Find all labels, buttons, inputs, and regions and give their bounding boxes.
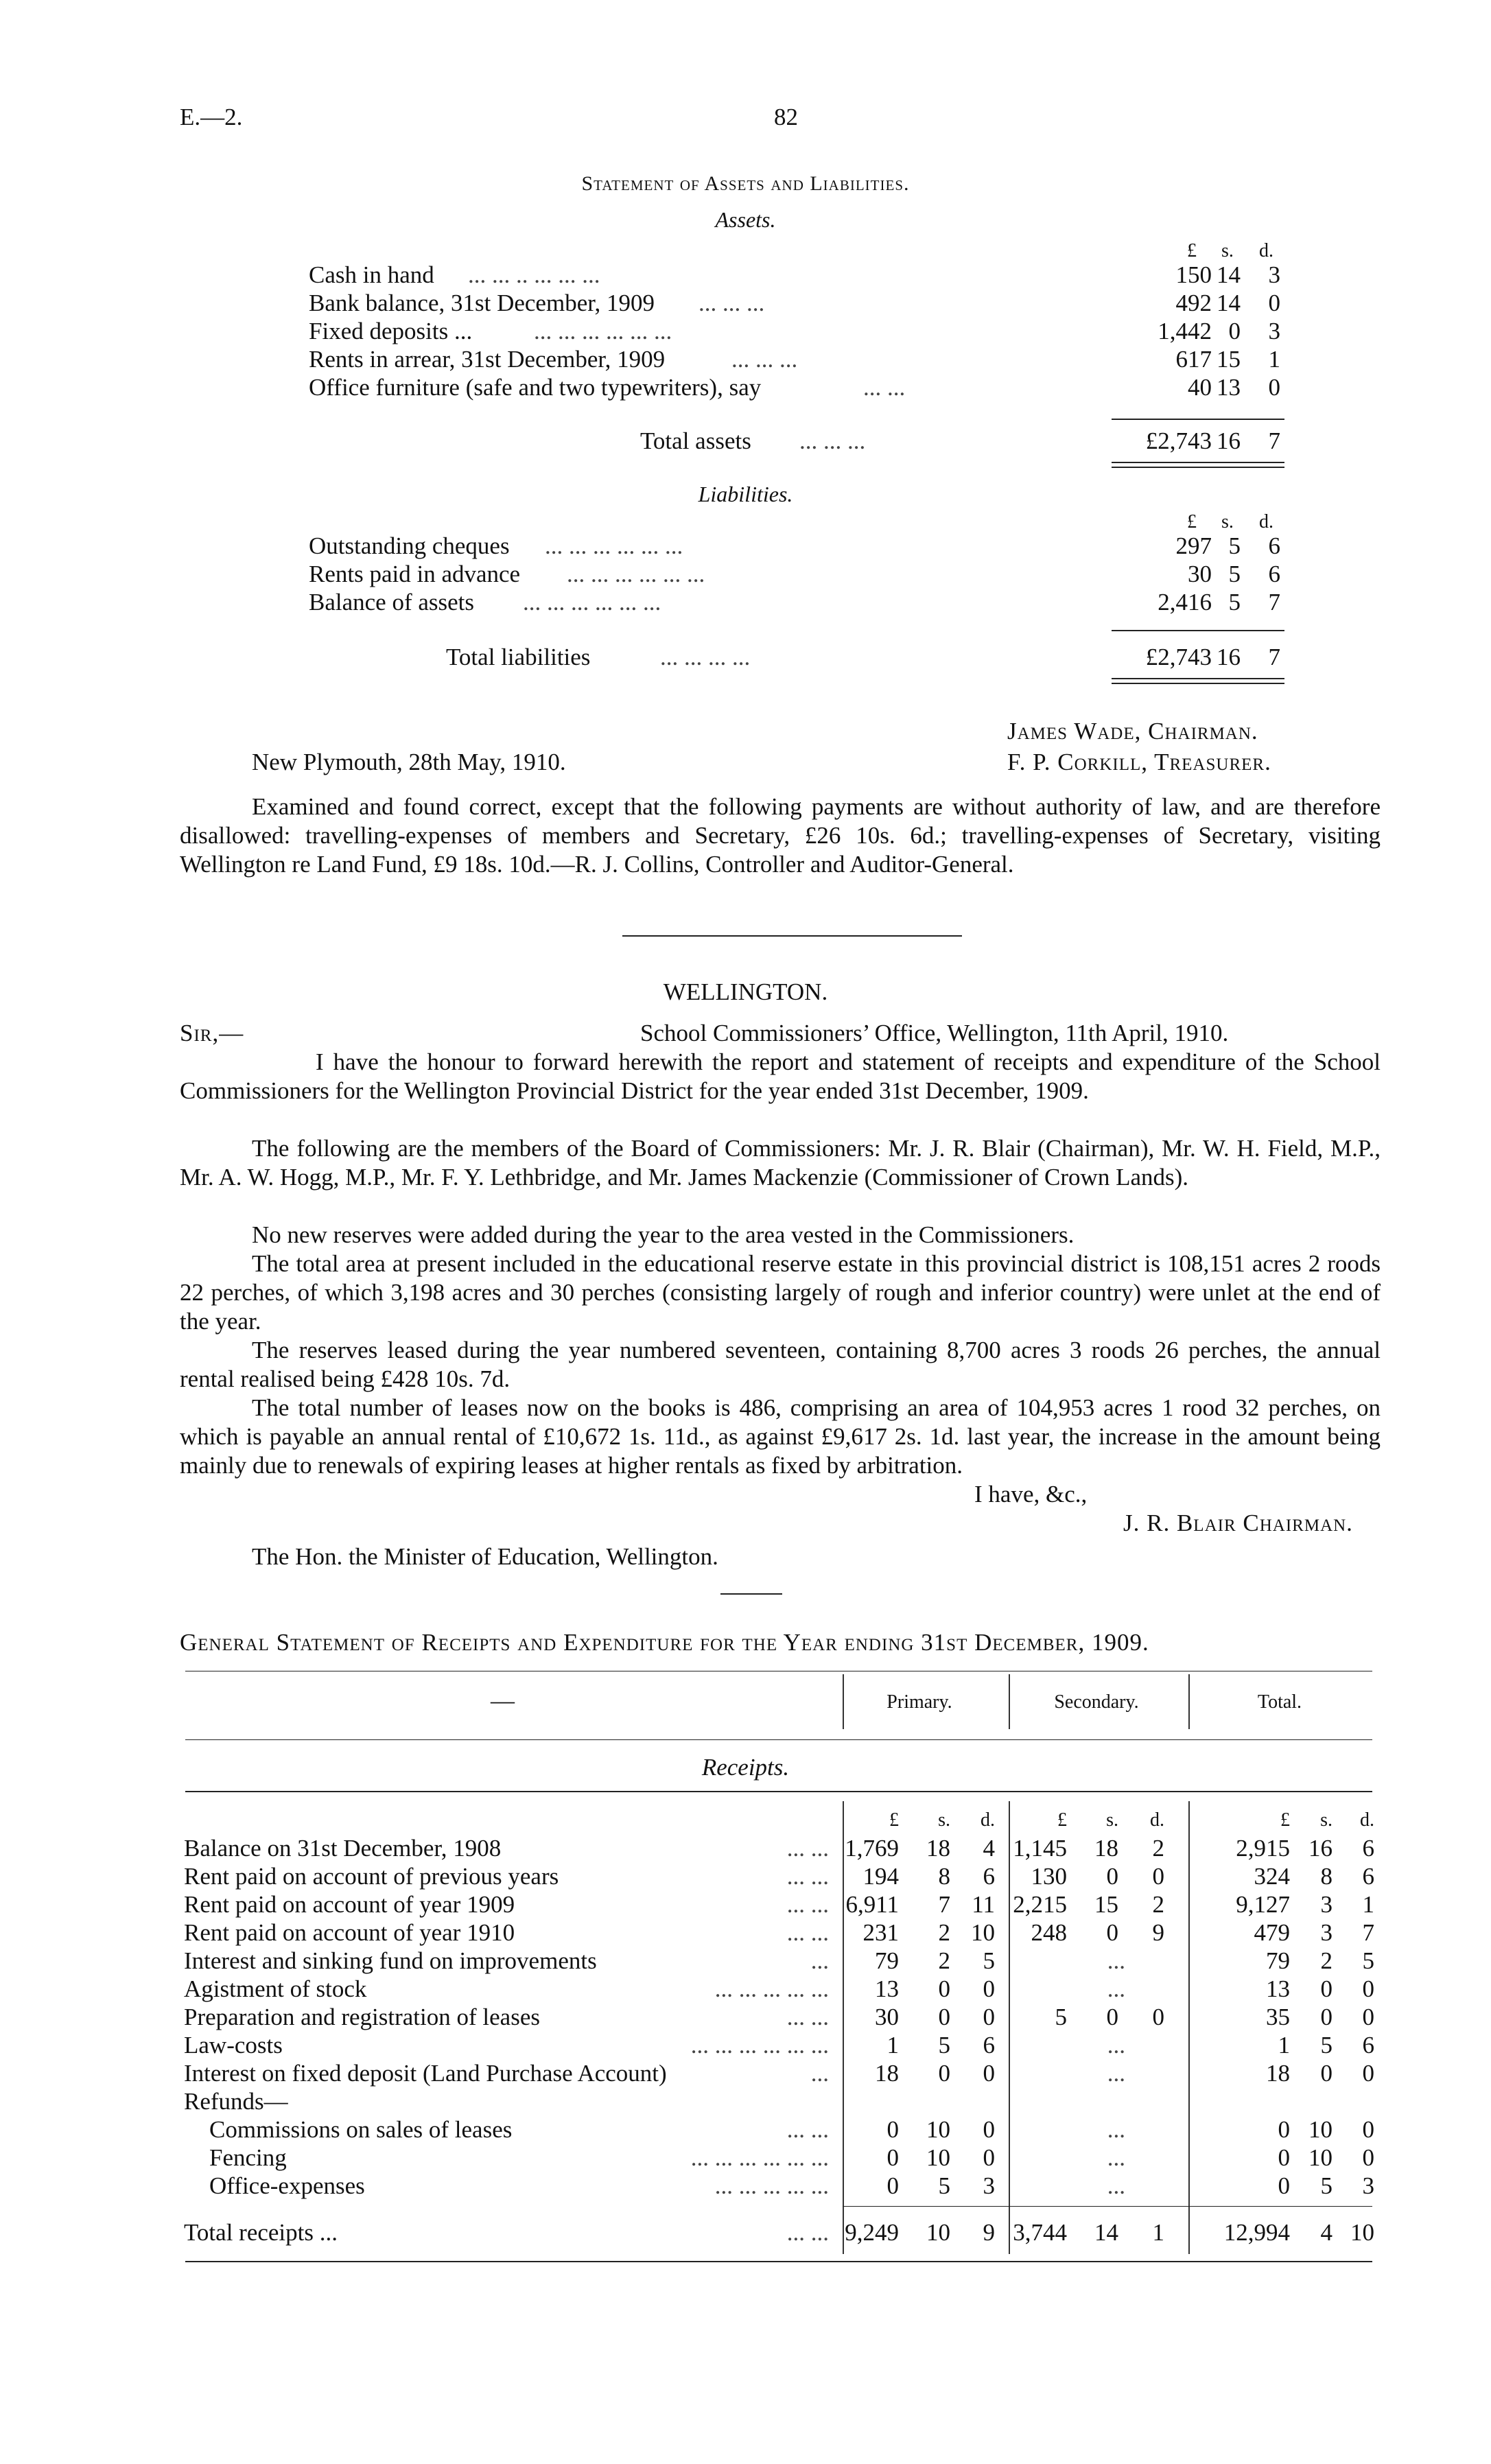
amount-pounds: 150 — [1175, 261, 1212, 288]
row-label: Outstanding cheques — [309, 532, 510, 559]
row-label: Balance of assets — [309, 589, 475, 615]
amount-cell: 130 — [1031, 1863, 1067, 1890]
amount-cell: 0 — [983, 2116, 995, 2143]
amount-pounds: £2,743 — [1145, 427, 1212, 454]
letter-para-4: The total area at present included in the educational reserve estate in this provincial district is 108,151 acres 2 roods 22 perches, of which 3,198 acres and 30 perches (consisting largely of rough and inferior country) were unlet at the end of the year. — [180, 1250, 1381, 1335]
amount-cell: 2,215 — [1013, 1891, 1067, 1918]
amount-cell: 12,994 — [1223, 2219, 1290, 2246]
amount-cell: 6,911 — [845, 1891, 899, 1918]
amount-cell: 248 — [1031, 1919, 1067, 1946]
amount-pence: 1 — [1268, 346, 1280, 373]
amount-cell: 2 — [1152, 1835, 1164, 1862]
receipts-row — [0, 1947, 1491, 1975]
row-dots: ... ... ... ... ... ... — [567, 561, 705, 587]
row-label: Commissions on sales of leases — [209, 2116, 513, 2143]
amount-pence: 7 — [1268, 589, 1280, 615]
row-label: Preparation and registration of leases — [184, 2004, 540, 2030]
row-label: Total receipts ... — [184, 2219, 338, 2246]
amount-cell: 0 — [1152, 2004, 1164, 2030]
amount-cell: 0 — [983, 2144, 995, 2171]
receipts-total — [0, 2218, 1491, 2246]
section-divider-2 — [720, 1593, 782, 1595]
amount-cell: 5 — [1320, 2032, 1332, 2058]
page-ref: E.—2. — [180, 104, 243, 130]
amount-shillings: 5 — [1228, 532, 1241, 559]
amount-cell: 4 — [1320, 2219, 1332, 2246]
receipts-heading: Receipts. — [701, 1754, 790, 1781]
row-dots: ... ... — [786, 1919, 829, 1946]
row-label: Rent paid on account of year 1909 — [184, 1891, 515, 1918]
amount-shillings: 5 — [1228, 561, 1241, 587]
signature-treasurer: F. P. Corkill, Treasurer. — [1007, 749, 1271, 775]
amount-cell: 5 — [938, 2172, 950, 2199]
amount-cell: 8 — [1320, 1863, 1332, 1890]
amount-cell: 1 — [1278, 2032, 1290, 2058]
amount-cell: 0 — [1106, 1919, 1118, 1946]
amount-cell: ... — [1107, 2172, 1125, 2199]
lsd-head: s. — [1106, 1809, 1118, 1831]
table-bottom-rule — [185, 2261, 1372, 2262]
assets-total-rule-1 — [1112, 462, 1284, 463]
amount-cell: 1,145 — [1013, 1835, 1067, 1862]
lsd-head: s. — [1320, 1809, 1332, 1831]
amount-cell: 10 — [926, 2219, 950, 2246]
receipts-row — [0, 1890, 1491, 1919]
receipts-row — [0, 2144, 1491, 2172]
amount-cell: 2 — [938, 1919, 950, 1946]
liab-total-rule-1 — [1112, 678, 1284, 679]
amount-shillings: 16 — [1217, 427, 1241, 454]
amount-shillings: 13 — [1217, 374, 1241, 401]
amount-cell: ... — [1107, 1947, 1125, 1974]
place-date: New Plymouth, 28th May, 1910. — [252, 749, 566, 775]
amount-cell: 2 — [1152, 1891, 1164, 1918]
amount-shillings: 0 — [1228, 318, 1241, 344]
amount-cell: 10 — [1308, 2116, 1332, 2143]
lsd-head: d. — [981, 1809, 995, 1831]
lsd-head: £ — [1057, 1809, 1067, 1831]
liab-subtotal-rule — [1112, 630, 1284, 631]
lsd-head: d. — [1150, 1809, 1164, 1831]
amount-cell: 0 — [983, 1975, 995, 2002]
amount-cell: 479 — [1254, 1919, 1290, 1946]
amount-cell: 1 — [887, 2032, 899, 2058]
amount-cell: 13 — [875, 1975, 899, 2002]
amount-cell: ... — [1107, 1975, 1125, 2002]
amount-cell: ... — [1107, 2060, 1125, 2087]
lsd-head: d. — [1360, 1809, 1374, 1831]
amount-cell: 3 — [1320, 1891, 1332, 1918]
col-head-secondary: Secondary. — [1054, 1691, 1139, 1713]
asset-row — [0, 317, 1491, 345]
amount-cell: 10 — [1350, 2219, 1374, 2246]
row-label: Office-expenses — [209, 2172, 365, 2199]
amount-cell: ... — [1107, 2116, 1125, 2143]
row-label: Bank balance, 31st December, 1909 — [309, 290, 655, 316]
audit-note: Examined and found correct, except that the following payments are without authority of law, and are therefore disallowed: travelling-expenses of members and Secretary, £26 10s. 6d.; travelling-expenses of Secretary, visiting Wellington re Land Fund, £9 18s. 10d.—R. J. Collins, Controller and Auditor-General. — [180, 793, 1381, 878]
receipts-row — [0, 2031, 1491, 2059]
liability-row — [0, 560, 1491, 588]
liabilities-heading: Liabilities. — [698, 482, 793, 506]
row-label: Fixed deposits ... — [309, 318, 473, 344]
table-head-rule — [185, 1739, 1372, 1740]
row-dots: ... ... ... ... ... ... — [690, 2032, 829, 2058]
row-dots: ... — [810, 1947, 829, 1974]
amount-pence: 7 — [1268, 427, 1280, 454]
row-label: Balance on 31st December, 1908 — [184, 1835, 502, 1862]
lsd-head: £ — [889, 1809, 899, 1831]
receipts-row — [0, 2115, 1491, 2144]
amount-cell: 0 — [1152, 1863, 1164, 1890]
amount-cell: 15 — [1094, 1891, 1118, 1918]
amount-cell: 1 — [1362, 1891, 1374, 1918]
amount-cell: 9,249 — [845, 2219, 899, 2246]
amount-cell: 6 — [983, 2032, 995, 2058]
row-dots: ... ... ... ... ... ... — [690, 2144, 829, 2171]
amount-pounds: 297 — [1175, 532, 1212, 559]
amount-cell: 6 — [1362, 1835, 1374, 1862]
row-label: Fencing — [209, 2144, 287, 2171]
row-dots: ... ... — [863, 374, 906, 401]
col-pence: d. — [1259, 511, 1273, 532]
row-label: Interest and sinking fund on improvements — [184, 1947, 597, 1974]
amount-cell: 231 — [862, 1919, 899, 1946]
letter-closing: I have, &c., — [974, 1481, 1088, 1507]
row-dots: ... ... ... ... ... ... — [545, 532, 683, 559]
amount-cell: 6 — [1362, 1863, 1374, 1890]
row-label: Agistment of stock — [184, 1975, 367, 2002]
asset-total — [0, 427, 1491, 455]
col-head-total: Total. — [1257, 1691, 1302, 1713]
receipts-row — [0, 1975, 1491, 2003]
amount-cell: 0 — [1278, 2144, 1290, 2171]
signature-chairman: James Wade, Chairman. — [1007, 718, 1258, 744]
amount-cell: 9 — [1152, 1919, 1164, 1946]
receipts-row — [0, 2172, 1491, 2200]
letter-para-2: The following are the members of the Board of Commissioners: Mr. J. R. Blair (Chairman), Mr. W. H. Field, M.P., Mr. A. W. Hogg, M.P., Mr. F. Y. Lethbridge, and Mr. James Mackenzie (Commissioner of Crown Lands). — [180, 1135, 1381, 1190]
receipts-rule — [185, 1791, 1372, 1792]
amount-cell: 0 — [983, 2060, 995, 2087]
amount-shillings: 14 — [1217, 290, 1241, 316]
amount-pounds: 2,416 — [1158, 589, 1212, 615]
col-head-primary: Primary. — [887, 1691, 952, 1713]
asset-row — [0, 261, 1491, 289]
col-pound: £ — [1187, 511, 1197, 532]
amount-cell: 0 — [1278, 2172, 1290, 2199]
amount-cell: 0 — [887, 2172, 899, 2199]
row-label: Law-costs — [184, 2032, 283, 2058]
liab-total-rule-2 — [1112, 683, 1284, 684]
amount-cell: 14 — [1094, 2219, 1118, 2246]
amount-cell: 3,744 — [1013, 2219, 1067, 2246]
statement-title: Statement of Assets and Liabilities. — [581, 172, 910, 195]
amount-cell: 2,915 — [1236, 1835, 1290, 1862]
letter-address: School Commissioners’ Office, Wellington, 11th April, 1910. — [640, 1020, 1229, 1046]
page-number: 82 — [774, 104, 798, 130]
amount-cell: 6 — [983, 1863, 995, 1890]
amount-cell: 0 — [887, 2144, 899, 2171]
amount-cell: 11 — [972, 1891, 995, 1918]
letter-para-5: The reserves leased during the year numbered seventeen, containing 8,700 acres 3 roods 26 perches, the annual rental realised being £428 10s. 7d. — [180, 1337, 1381, 1392]
amount-cell: 0 — [1362, 2116, 1374, 2143]
amount-cell: 5 — [1362, 1947, 1374, 1974]
amount-cell: 18 — [926, 1835, 950, 1862]
row-label: Interest on fixed deposit (Land Purchase Account) — [184, 2060, 667, 2087]
amount-cell: 194 — [862, 1863, 899, 1890]
amount-cell: 0 — [887, 2116, 899, 2143]
amount-cell: 4 — [983, 1835, 995, 1862]
lsd-head: s. — [938, 1809, 950, 1831]
amount-pence: 3 — [1268, 318, 1280, 344]
amount-cell: 0 — [938, 2004, 950, 2030]
amount-cell: 5 — [1320, 2172, 1332, 2199]
row-dots: ... ... ... ... ... — [714, 2172, 829, 2199]
row-dots: ... ... ... — [698, 290, 765, 316]
amount-cell: 0 — [1362, 2144, 1374, 2171]
amount-cell: 0 — [1106, 1863, 1118, 1890]
assets-subtotal-rule — [1112, 419, 1284, 420]
receipts-row — [0, 1862, 1491, 1890]
amount-pence: 3 — [1268, 261, 1280, 288]
row-dots: ... ... — [786, 2116, 829, 2143]
amount-cell: 0 — [1362, 1975, 1374, 2002]
amount-cell: 5 — [983, 1947, 995, 1974]
amount-cell: 10 — [1308, 2144, 1332, 2171]
row-dots: ... ... — [786, 2219, 829, 2246]
row-dots: ... ... .. ... ... ... — [468, 261, 600, 288]
row-dots: ... ... ... ... ... — [714, 1975, 829, 2002]
amount-cell: 0 — [1362, 2004, 1374, 2030]
amount-cell: 10 — [926, 2116, 950, 2143]
amount-cell: 18 — [1094, 1835, 1118, 1862]
row-dots: ... ... — [786, 1891, 829, 1918]
amount-shillings: 15 — [1217, 346, 1241, 373]
amount-cell: 2 — [938, 1947, 950, 1974]
amount-shillings: 16 — [1217, 644, 1241, 670]
row-dots: ... ... ... — [799, 427, 866, 454]
letter-addressee: The Hon. the Minister of Education, Wellington. — [252, 1543, 718, 1570]
amount-cell: 16 — [1308, 1835, 1332, 1862]
row-label: Refunds— — [184, 2088, 288, 2115]
wellington-heading: WELLINGTON. — [663, 978, 828, 1005]
row-label: Total liabilities — [446, 644, 591, 670]
col-head-dash: — — [491, 1687, 515, 1714]
receipts-row — [0, 2059, 1491, 2087]
amount-cell: 30 — [875, 2004, 899, 2030]
lsd-head: £ — [1280, 1809, 1290, 1831]
amount-cell: 0 — [1320, 1975, 1332, 2002]
row-label: Total assets — [640, 427, 751, 454]
amount-pence: 6 — [1268, 561, 1280, 587]
amount-cell: 18 — [875, 2060, 899, 2087]
liability-row — [0, 588, 1491, 616]
amount-cell: 324 — [1254, 1863, 1290, 1890]
amount-pounds: 617 — [1175, 346, 1212, 373]
amount-shillings: 5 — [1228, 589, 1241, 615]
amount-cell: 13 — [1266, 1975, 1290, 2002]
amount-cell: 3 — [1320, 1919, 1332, 1946]
assets-total-rule-2 — [1112, 467, 1284, 468]
receipts-row — [0, 2087, 1491, 2115]
head-divider-1 — [843, 1674, 844, 1729]
row-dots: ... ... — [786, 2004, 829, 2030]
row-dots: ... ... ... — [731, 346, 798, 373]
amount-cell: 7 — [1362, 1919, 1374, 1946]
amount-pounds: 492 — [1175, 290, 1212, 316]
letter-para-6: The total number of leases now on the books is 486, comprising an area of 104,953 acres 1 rood 32 perches, on which is payable an annual rental of £10,672 1s. 11d., as against £9,617 2s. 1d. last year, the increase in the amount being mainly due to renewals of expiring leases at higher rentals as fixed by arbitration. — [180, 1394, 1381, 1479]
amount-cell: 79 — [1266, 1947, 1290, 1974]
amount-cell: ... — [1107, 2032, 1125, 2058]
amount-cell: 9 — [983, 2219, 995, 2246]
col-shilling: s. — [1221, 511, 1234, 532]
section-divider — [622, 935, 962, 937]
receipts-row — [0, 1919, 1491, 1947]
amount-cell: 9,127 — [1236, 1891, 1290, 1918]
row-dots: ... ... — [786, 1835, 829, 1862]
asset-row — [0, 289, 1491, 317]
amount-cell: 5 — [1055, 2004, 1067, 2030]
amount-cell: 0 — [1320, 2060, 1332, 2087]
letter-para-1: I have the honour to forward herewith the report and statement of receipts and expenditure of the School Commissioners for the Wellington Provincial District for the year ended 31st December, 1909. — [180, 1048, 1381, 1104]
col-shilling: s. — [1221, 240, 1234, 261]
row-dots: ... ... ... ... ... ... — [534, 318, 672, 344]
amount-cell: 10 — [926, 2144, 950, 2171]
row-dots: ... — [810, 2060, 829, 2087]
amount-pounds: 40 — [1188, 374, 1212, 401]
amount-cell: 0 — [938, 1975, 950, 2002]
col-pence: d. — [1259, 240, 1273, 261]
amount-cell: 6 — [1362, 2032, 1374, 2058]
amount-cell: 0 — [1362, 2060, 1374, 2087]
amount-cell: 0 — [1106, 2004, 1118, 2030]
col-pound: £ — [1187, 240, 1197, 261]
salutation: Sir,— — [180, 1020, 244, 1046]
amount-pounds: £2,743 — [1145, 644, 1212, 670]
amount-cell: 35 — [1266, 2004, 1290, 2030]
receipts-row — [0, 2003, 1491, 2031]
amount-cell: 79 — [875, 1947, 899, 1974]
head-divider-2 — [1009, 1674, 1010, 1729]
amount-cell: 10 — [971, 1919, 995, 1946]
amount-cell: 18 — [1266, 2060, 1290, 2087]
amount-pence: 7 — [1268, 644, 1280, 670]
row-label: Rent paid on account of year 1910 — [184, 1919, 515, 1946]
liability-row — [0, 532, 1491, 560]
receipts-row — [0, 1834, 1491, 1862]
letter-signature: J. R. Blair Chairman. — [1123, 1510, 1353, 1536]
head-divider-3 — [1188, 1674, 1190, 1729]
amount-pounds: 1,442 — [1158, 318, 1212, 344]
row-dots: ... ... — [786, 1863, 829, 1890]
amount-pence: 6 — [1268, 532, 1280, 559]
letter-para-3: No new reserves were added during the year to the area vested in the Commissioners. — [252, 1221, 1075, 1248]
row-label: Rent paid on account of previous years — [184, 1863, 559, 1890]
amount-pence: 0 — [1268, 290, 1280, 316]
amount-cell: 1,769 — [845, 1835, 899, 1862]
amount-cell: 2 — [1320, 1947, 1332, 1974]
asset-row — [0, 345, 1491, 373]
amount-cell: 3 — [983, 2172, 995, 2199]
total-top-rule — [843, 2206, 1372, 2207]
amount-cell: 0 — [983, 2004, 995, 2030]
amount-cell: 8 — [938, 1863, 950, 1890]
general-title: General Statement of Receipts and Expenditure for the Year ending 31st December, 1909. — [180, 1629, 1149, 1656]
row-label: Cash in hand — [309, 261, 434, 288]
amount-pence: 0 — [1268, 374, 1280, 401]
amount-cell: 7 — [938, 1891, 950, 1918]
assets-heading: Assets. — [715, 207, 776, 232]
amount-cell: 1 — [1152, 2219, 1164, 2246]
asset-row — [0, 373, 1491, 401]
amount-cell: 3 — [1362, 2172, 1374, 2199]
amount-cell: 0 — [938, 2060, 950, 2087]
amount-pounds: 30 — [1188, 561, 1212, 587]
row-label: Rents paid in advance — [309, 561, 521, 587]
amount-cell: 0 — [1278, 2116, 1290, 2143]
row-label: Office furniture (safe and two typewriters), say — [309, 374, 762, 401]
row-dots: ... ... ... ... — [660, 644, 751, 670]
row-dots: ... ... ... ... ... ... — [523, 589, 661, 615]
row-label: Rents in arrear, 31st December, 1909 — [309, 346, 666, 373]
amount-shillings: 14 — [1217, 261, 1241, 288]
amount-cell: 5 — [938, 2032, 950, 2058]
liability-total — [0, 643, 1491, 671]
amount-cell: 0 — [1320, 2004, 1332, 2030]
amount-cell: ... — [1107, 2144, 1125, 2171]
